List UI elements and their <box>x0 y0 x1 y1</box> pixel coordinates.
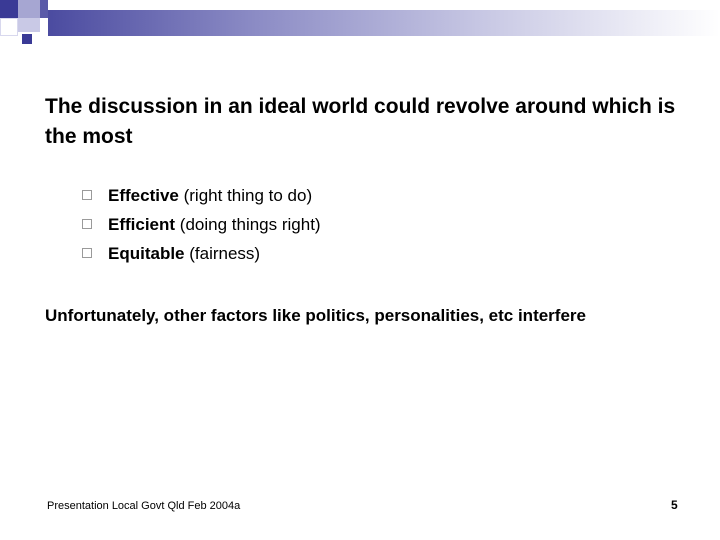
page-number: 5 <box>671 498 678 512</box>
bullet-term: Effective <box>108 186 179 205</box>
bullet-item <box>82 181 321 210</box>
bullet-item <box>82 239 321 268</box>
bullet-detail: (fairness) <box>189 244 261 263</box>
checkbox-icon <box>82 219 92 229</box>
bullet-term: Efficient <box>108 215 176 234</box>
footer-text: Presentation Local Govt Qld Feb 2004a <box>47 500 241 512</box>
header-gradient-bar <box>48 10 720 36</box>
bullet-text <box>108 186 312 205</box>
bullet-detail: (right thing to do) <box>183 186 313 205</box>
header-square <box>18 0 40 18</box>
header-square <box>0 0 18 18</box>
header-square <box>40 0 48 18</box>
bullet-detail: (doing things right) <box>179 215 321 234</box>
slide-note: Unfortunately, other factors like politics, personalities, etc interfere <box>45 306 586 325</box>
bullet-text <box>108 215 321 234</box>
header-square <box>22 34 32 44</box>
header-square <box>18 18 40 32</box>
checkbox-icon <box>82 190 92 200</box>
bullet-term: Equitable <box>108 244 185 263</box>
header-square <box>0 18 18 36</box>
bullet-list <box>82 181 321 268</box>
bullet-item <box>82 210 321 239</box>
bullet-text <box>108 244 260 263</box>
checkbox-icon <box>82 248 92 258</box>
slide-title: The discussion in an ideal world could revolve around which is the most <box>45 95 676 148</box>
